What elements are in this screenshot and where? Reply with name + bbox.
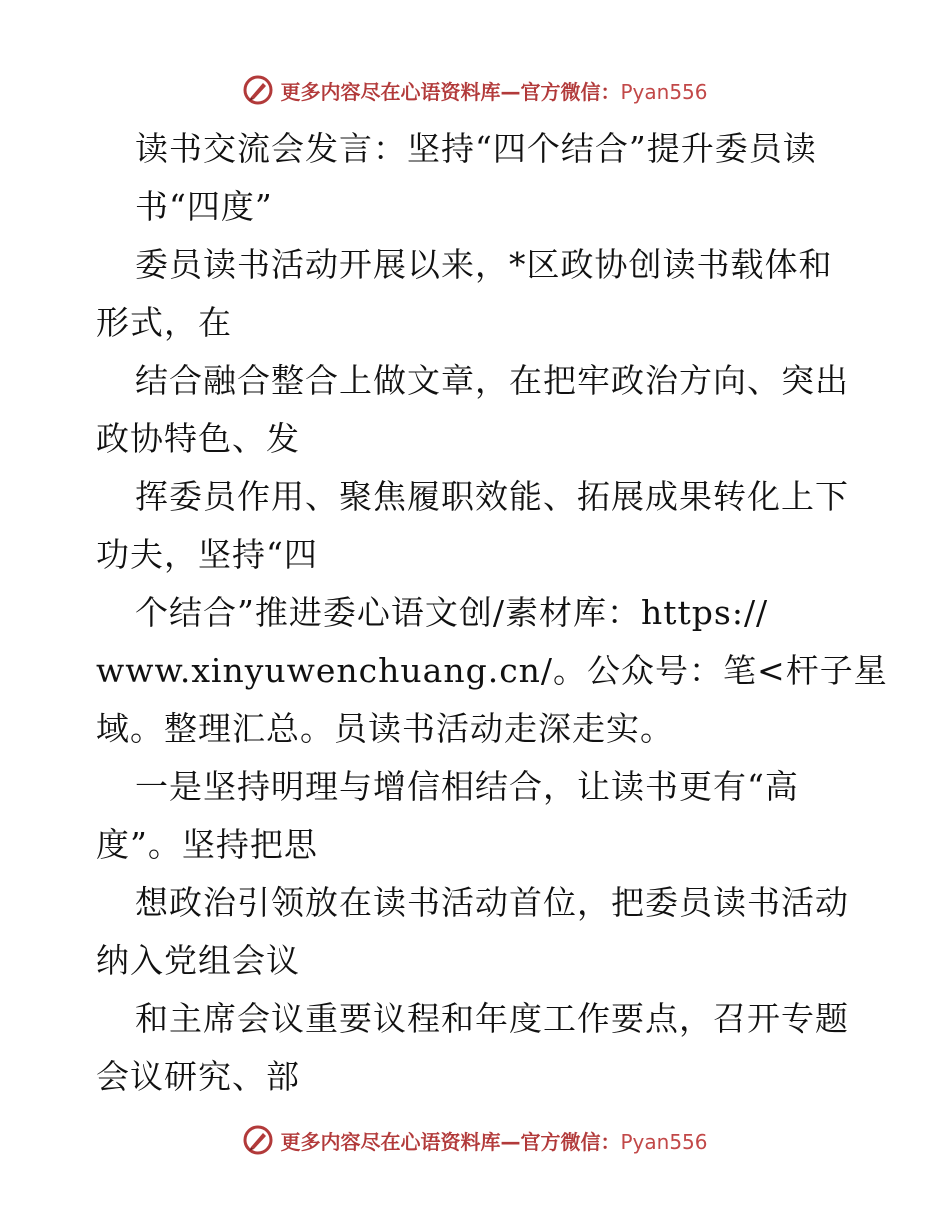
banner-account: Pyan556 bbox=[620, 79, 708, 104]
text-line: www.xinyuwenchuang.cn/。公众号：笔<杆子星 bbox=[96, 651, 888, 690]
text-line: 度”。坚持把思 bbox=[96, 825, 318, 864]
text-line: 功夫，坚持“四 bbox=[96, 535, 318, 574]
footer-watermark-banner bbox=[0, 1120, 950, 1160]
text-line: 想政治引领放在读书活动首位，把委员读书活动 bbox=[135, 883, 849, 922]
text-line: 委员读书活动开展以来，*区政协创读书载体和 bbox=[135, 245, 833, 284]
banner-account: Pyan556 bbox=[620, 1129, 708, 1154]
text-line: 纳入党组会议 bbox=[96, 941, 300, 980]
text-line: 和主席会议重要议程和年度工作要点，召开专题 bbox=[135, 999, 849, 1038]
banner-text bbox=[280, 1126, 707, 1155]
pen-logo-icon bbox=[242, 74, 274, 106]
text-line: 书“四度” bbox=[135, 187, 273, 226]
pen-logo-icon bbox=[242, 1124, 274, 1156]
text-line: 形式，在 bbox=[96, 303, 232, 342]
text-line: 域。整理汇总。员读书活动走深走实。 bbox=[96, 709, 674, 748]
text-line: 结合融合整合上做文章，在把牢政治方向、突出 bbox=[135, 361, 849, 400]
banner-label: 更多内容尽在心语资料库—官方微信： bbox=[280, 79, 621, 104]
document-body bbox=[0, 120, 950, 1110]
banner-text bbox=[280, 76, 707, 105]
text-line: 挥委员作用、聚焦履职效能、拓展成果转化上下 bbox=[135, 477, 849, 516]
text-line: 会议研究、部 bbox=[96, 1057, 300, 1096]
text-line: 一是坚持明理与增信相结合，让读书更有“高 bbox=[135, 767, 799, 806]
text-line: 读书交流会发言：坚持“四个结合”提升委员读 bbox=[135, 129, 817, 168]
header-watermark-banner bbox=[0, 70, 950, 110]
banner-label: 更多内容尽在心语资料库—官方微信： bbox=[280, 1129, 621, 1154]
text-line: 政协特色、发 bbox=[96, 419, 300, 458]
text-line: 个结合”推进委心语文创/素材库：https:// bbox=[135, 593, 769, 632]
